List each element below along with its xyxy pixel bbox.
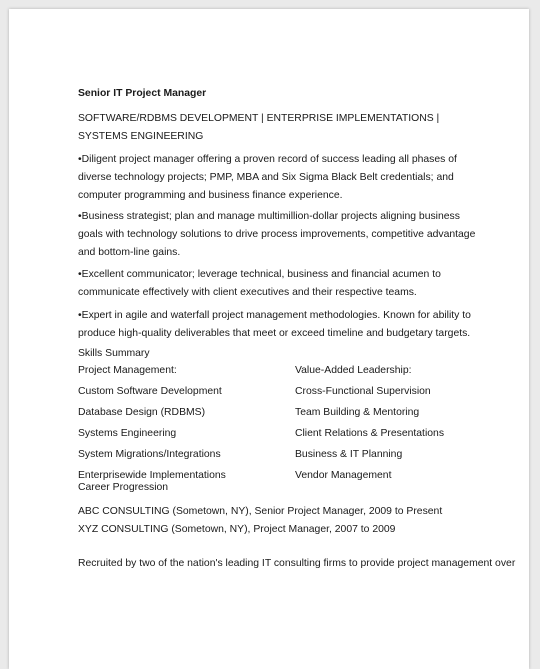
summary-bullet-3: •Excellent communicator; leverage technical, business and financial acumen to communicate effectively with client executives and their respective teams. — [78, 269, 441, 298]
skill-left: System Migrations/Integrations — [78, 449, 221, 460]
skill-left: Database Design (RDBMS) — [78, 407, 206, 418]
skill-right: Business & IT Planning — [295, 449, 403, 460]
skill-left: Custom Software Development — [78, 386, 222, 397]
skill-left: Project Management: — [78, 365, 177, 376]
summary-bullet-2: •Business strategist; plan and manage multimillion-dollar projects aligning business goals with technology solutions to drive process improvements, competitive advantage and bottom-line gains. — [78, 211, 476, 258]
skill-left: Systems Engineering — [78, 428, 177, 439]
skill-left: Career Progression — [78, 482, 169, 493]
experience-description: Recruited by two of the nation's leading IT consulting firms to provide project management over — [78, 558, 516, 569]
skill-right: Vendor Management — [295, 470, 392, 481]
resume-headline: SOFTWARE/RDBMS DEVELOPMENT | ENTERPRISE IMPLEMENTATIONS | SYSTEMS ENGINEERING — [78, 113, 440, 142]
skill-right: Cross-Functional Supervision — [295, 386, 431, 397]
skills-row — [78, 383, 478, 401]
skills-row — [78, 362, 478, 380]
document-page — [9, 9, 529, 669]
summary-bullet-1: •Diligent project manager offering a proven record of success leading all phases of diverse technology projects; PMP, MBA and Six Sigma Black Belt credentials; and computer programming and business finance experience. — [78, 154, 457, 201]
skills-heading: Skills Summary — [78, 348, 150, 359]
skills-row — [78, 446, 478, 464]
skill-right: Value-Added Leadership: — [295, 365, 412, 376]
experience-entry-1: ABC CONSULTING (Sometown, NY), Senior Project Manager, 2009 to Present — [78, 506, 443, 517]
skills-row — [78, 404, 478, 422]
skill-right: Team Building & Mentoring — [295, 407, 420, 418]
skills-row — [78, 479, 478, 497]
skill-right: Client Relations & Presentations — [295, 428, 445, 439]
experience-entry-2: XYZ CONSULTING (Sometown, NY), Project Manager, 2007 to 2009 — [78, 524, 396, 535]
resume-title: Senior IT Project Manager — [78, 88, 207, 99]
skills-row — [78, 425, 478, 443]
summary-bullet-4: •Expert in agile and waterfall project management methodologies. Known for ability to produce high-quality deliverables that meet or exceed timeline and budgetary targets. — [78, 310, 471, 339]
skill-left: Enterprisewide Implementations — [78, 470, 226, 481]
